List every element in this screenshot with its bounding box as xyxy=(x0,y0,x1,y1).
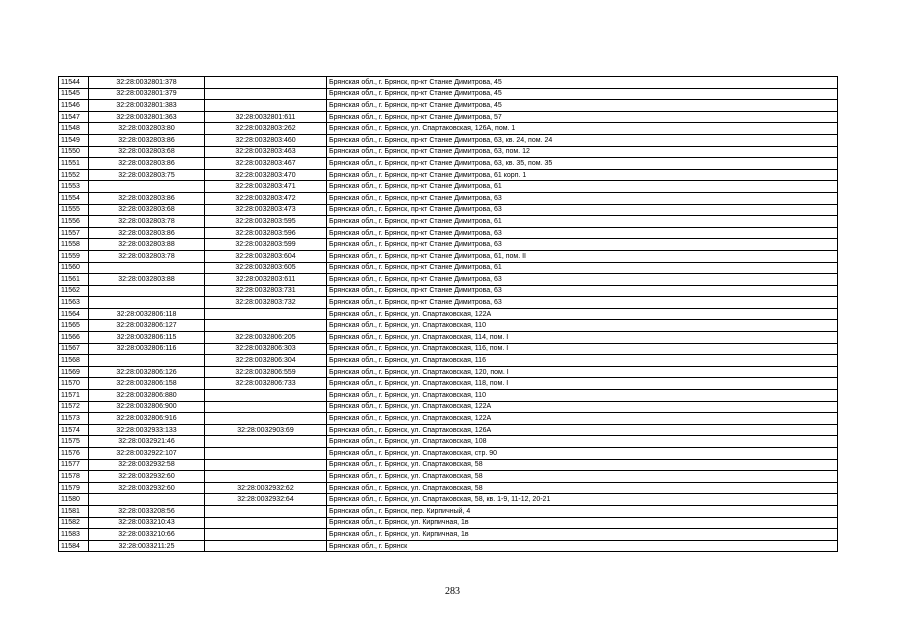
cadastral-number-cell: 32:28:0032932:60 xyxy=(89,482,205,494)
cadastral-number-cell: 32:28:0032803:86 xyxy=(89,227,205,239)
cadastral-number-cell xyxy=(89,297,205,309)
address-cell: Брянская обл., г. Брянск, пр-кт Станке Димитрова, 61 xyxy=(327,216,838,228)
related-cadastral-cell: 32:28:0032806:205 xyxy=(205,332,327,344)
related-cadastral-cell xyxy=(205,529,327,541)
row-number-cell: 11567 xyxy=(59,343,89,355)
table-row xyxy=(59,448,838,460)
cadastral-number-cell: 32:28:0032803:88 xyxy=(89,239,205,251)
related-cadastral-cell: 32:28:0032803:732 xyxy=(205,297,327,309)
table-row xyxy=(59,390,838,402)
address-cell: Брянская обл., г. Брянск, пр-кт Станке Димитрова, 63, кв. 24, пом. 24 xyxy=(327,134,838,146)
table-row xyxy=(59,262,838,274)
cadastral-number-cell: 32:28:0032932:58 xyxy=(89,459,205,471)
row-number-cell: 11562 xyxy=(59,285,89,297)
address-cell: Брянская обл., г. Брянск, ул. Спартаковская, 116 xyxy=(327,355,838,367)
address-cell: Брянская обл., г. Брянск, пр-кт Станке Димитрова, 61 xyxy=(327,181,838,193)
related-cadastral-cell: 32:28:0032803:596 xyxy=(205,227,327,239)
related-cadastral-cell: 32:28:0032806:733 xyxy=(205,378,327,390)
related-cadastral-cell: 32:28:0032803:463 xyxy=(205,146,327,158)
cadastral-number-cell: 32:28:0032806:127 xyxy=(89,320,205,332)
address-cell: Брянская обл., г. Брянск, ул. Спартаковская, 120, пом. I xyxy=(327,366,838,378)
address-cell: Брянская обл., г. Брянск, пр-кт Станке Димитрова, 45 xyxy=(327,88,838,100)
row-number-cell: 11558 xyxy=(59,239,89,251)
register-table-body xyxy=(59,77,838,552)
cadastral-number-cell: 32:28:0032801:378 xyxy=(89,77,205,89)
table-row xyxy=(59,482,838,494)
cadastral-number-cell: 32:28:0032801:383 xyxy=(89,100,205,112)
table-row xyxy=(59,123,838,135)
address-cell: Брянская обл., г. Брянск, ул. Спартаковская, 126А xyxy=(327,424,838,436)
table-row xyxy=(59,134,838,146)
cadastral-number-cell: 32:28:0032803:80 xyxy=(89,123,205,135)
row-number-cell: 11576 xyxy=(59,448,89,460)
table-row xyxy=(59,274,838,286)
related-cadastral-cell xyxy=(205,401,327,413)
address-cell: Брянская обл., г. Брянск, ул. Спартаковская, 110 xyxy=(327,390,838,402)
cadastral-number-cell: 32:28:0032806:126 xyxy=(89,366,205,378)
related-cadastral-cell xyxy=(205,517,327,529)
table-row xyxy=(59,332,838,344)
row-number-cell: 11566 xyxy=(59,332,89,344)
cadastral-number-cell: 32:28:0032921:46 xyxy=(89,436,205,448)
cadastral-number-cell: 32:28:0032803:86 xyxy=(89,192,205,204)
cadastral-number-cell: 32:28:0032803:68 xyxy=(89,204,205,216)
row-number-cell: 11568 xyxy=(59,355,89,367)
cadastral-number-cell: 32:28:0032806:116 xyxy=(89,343,205,355)
row-number-cell: 11554 xyxy=(59,192,89,204)
table-row xyxy=(59,181,838,193)
table-row xyxy=(59,355,838,367)
row-number-cell: 11581 xyxy=(59,505,89,517)
row-number-cell: 11572 xyxy=(59,401,89,413)
address-cell: Брянская обл., г. Брянск, пр-кт Станке Димитрова, 63 xyxy=(327,227,838,239)
cadastral-number-cell: 32:28:0032806:158 xyxy=(89,378,205,390)
cadastral-number-cell: 32:28:0032803:86 xyxy=(89,158,205,170)
row-number-cell: 11548 xyxy=(59,123,89,135)
cadastral-number-cell: 32:28:0032803:88 xyxy=(89,274,205,286)
address-cell: Брянская обл., г. Брянск, ул. Спартаковская, 122А xyxy=(327,308,838,320)
cadastral-number-cell: 32:28:0033210:66 xyxy=(89,529,205,541)
table-row xyxy=(59,169,838,181)
cadastral-number-cell: 32:28:0033211:25 xyxy=(89,540,205,552)
row-number-cell: 11555 xyxy=(59,204,89,216)
row-number-cell: 11574 xyxy=(59,424,89,436)
page-number: 283 xyxy=(445,586,460,597)
address-cell: Брянская обл., г. Брянск xyxy=(327,540,838,552)
cadastral-number-cell: 32:28:0032803:78 xyxy=(89,250,205,262)
cadastral-number-cell: 32:28:0032803:75 xyxy=(89,169,205,181)
table-row xyxy=(59,529,838,541)
related-cadastral-cell: 32:28:0032932:62 xyxy=(205,482,327,494)
address-cell: Брянская обл., г. Брянск, ул. Спартаковская, 110 xyxy=(327,320,838,332)
table-row xyxy=(59,320,838,332)
related-cadastral-cell: 32:28:0032803:611 xyxy=(205,274,327,286)
table-row xyxy=(59,216,838,228)
related-cadastral-cell: 32:28:0032803:470 xyxy=(205,169,327,181)
address-cell: Брянская обл., г. Брянск, ул. Спартаковская, 122А xyxy=(327,413,838,425)
address-cell: Брянская обл., г. Брянск, ул. Спартаковская, 116, пом. I xyxy=(327,343,838,355)
address-cell: Брянская обл., г. Брянск, пр-кт Станке Димитрова, 61 xyxy=(327,262,838,274)
cadastral-number-cell: 32:28:0032932:60 xyxy=(89,471,205,483)
related-cadastral-cell xyxy=(205,100,327,112)
address-cell: Брянская обл., г. Брянск, ул. Спартаковская, 58 xyxy=(327,482,838,494)
row-number-cell: 11575 xyxy=(59,436,89,448)
cadastral-number-cell: 32:28:0032806:880 xyxy=(89,390,205,402)
table-row xyxy=(59,343,838,355)
address-cell: Брянская обл., г. Брянск, пр-кт Станке Димитрова, 63 xyxy=(327,274,838,286)
related-cadastral-cell: 32:28:0032903:69 xyxy=(205,424,327,436)
cadastral-number-cell xyxy=(89,285,205,297)
address-cell: Брянская обл., г. Брянск, ул. Спартаковская, 126А, пом. 1 xyxy=(327,123,838,135)
table-row xyxy=(59,100,838,112)
row-number-cell: 11547 xyxy=(59,111,89,123)
address-cell: Брянская обл., г. Брянск, пр-кт Станке Димитрова, 63 xyxy=(327,297,838,309)
related-cadastral-cell xyxy=(205,459,327,471)
row-number-cell: 11569 xyxy=(59,366,89,378)
register-table xyxy=(58,76,838,552)
cadastral-number-cell: 32:28:0032933:133 xyxy=(89,424,205,436)
table-row xyxy=(59,413,838,425)
row-number-cell: 11560 xyxy=(59,262,89,274)
address-cell: Брянская обл., г. Брянск, пр-кт Станке Димитрова, 63, пом. 12 xyxy=(327,146,838,158)
cadastral-number-cell: 32:28:0032803:68 xyxy=(89,146,205,158)
address-cell: Брянская обл., г. Брянск, пр-кт Станке Димитрова, 63 xyxy=(327,239,838,251)
row-number-cell: 11577 xyxy=(59,459,89,471)
row-number-cell: 11549 xyxy=(59,134,89,146)
related-cadastral-cell: 32:28:0032803:473 xyxy=(205,204,327,216)
related-cadastral-cell: 32:28:0032803:471 xyxy=(205,181,327,193)
table-row xyxy=(59,436,838,448)
row-number-cell: 11565 xyxy=(59,320,89,332)
cadastral-number-cell: 32:28:0033208:56 xyxy=(89,505,205,517)
table-row xyxy=(59,471,838,483)
row-number-cell: 11584 xyxy=(59,540,89,552)
row-number-cell: 11553 xyxy=(59,181,89,193)
related-cadastral-cell: 32:28:0032803:599 xyxy=(205,239,327,251)
related-cadastral-cell: 32:28:0032932:64 xyxy=(205,494,327,506)
table-row xyxy=(59,239,838,251)
related-cadastral-cell xyxy=(205,320,327,332)
address-cell: Брянская обл., г. Брянск, ул. Спартаковская, 108 xyxy=(327,436,838,448)
address-cell: Брянская обл., г. Брянск, ул. Спартаковская, 58 xyxy=(327,459,838,471)
address-cell: Брянская обл., г. Брянск, ул. Спартаковская, 114, пом. I xyxy=(327,332,838,344)
row-number-cell: 11546 xyxy=(59,100,89,112)
related-cadastral-cell xyxy=(205,540,327,552)
address-cell: Брянская обл., г. Брянск, пр-кт Станке Димитрова, 57 xyxy=(327,111,838,123)
cadastral-number-cell: 32:28:0032806:118 xyxy=(89,308,205,320)
cadastral-number-cell: 32:28:0032801:363 xyxy=(89,111,205,123)
address-cell: Брянская обл., г. Брянск, ул. Кирпичная, 1в xyxy=(327,517,838,529)
related-cadastral-cell: 32:28:0032803:472 xyxy=(205,192,327,204)
row-number-cell: 11579 xyxy=(59,482,89,494)
address-cell: Брянская обл., г. Брянск, ул. Кирпичная, 1в xyxy=(327,529,838,541)
row-number-cell: 11544 xyxy=(59,77,89,89)
table-row xyxy=(59,517,838,529)
cadastral-number-cell xyxy=(89,181,205,193)
related-cadastral-cell xyxy=(205,505,327,517)
row-number-cell: 11552 xyxy=(59,169,89,181)
address-cell: Брянская обл., г. Брянск, пр-кт Станке Димитрова, 45 xyxy=(327,77,838,89)
row-number-cell: 11559 xyxy=(59,250,89,262)
address-cell: Брянская обл., г. Брянск, ул. Спартаковская, стр. 90 xyxy=(327,448,838,460)
related-cadastral-cell xyxy=(205,77,327,89)
table-row xyxy=(59,297,838,309)
related-cadastral-cell xyxy=(205,436,327,448)
table-row xyxy=(59,401,838,413)
related-cadastral-cell xyxy=(205,308,327,320)
cadastral-number-cell xyxy=(89,262,205,274)
cadastral-number-cell: 32:28:0032801:379 xyxy=(89,88,205,100)
address-cell: Брянская обл., г. Брянск, пр-кт Станке Димитрова, 45 xyxy=(327,100,838,112)
table-row xyxy=(59,77,838,89)
address-cell: Брянская обл., г. Брянск, пр-кт Станке Димитрова, 61 корп. 1 xyxy=(327,169,838,181)
related-cadastral-cell: 32:28:0032803:605 xyxy=(205,262,327,274)
related-cadastral-cell: 32:28:0032803:731 xyxy=(205,285,327,297)
cadastral-number-cell: 32:28:0032806:115 xyxy=(89,332,205,344)
row-number-cell: 11570 xyxy=(59,378,89,390)
cadastral-number-cell: 32:28:0032803:78 xyxy=(89,216,205,228)
address-cell: Брянская обл., г. Брянск, пр-кт Станке Димитрова, 63 xyxy=(327,192,838,204)
address-cell: Брянская обл., г. Брянск, ул. Спартаковская, 122А xyxy=(327,401,838,413)
table-row xyxy=(59,285,838,297)
table-row xyxy=(59,459,838,471)
row-number-cell: 11551 xyxy=(59,158,89,170)
related-cadastral-cell: 32:28:0032803:262 xyxy=(205,123,327,135)
related-cadastral-cell: 32:28:0032806:303 xyxy=(205,343,327,355)
related-cadastral-cell xyxy=(205,413,327,425)
row-number-cell: 11583 xyxy=(59,529,89,541)
table-row xyxy=(59,111,838,123)
related-cadastral-cell xyxy=(205,390,327,402)
row-number-cell: 11561 xyxy=(59,274,89,286)
address-cell: Брянская обл., г. Брянск, пер. Кирпичный, 4 xyxy=(327,505,838,517)
cadastral-number-cell xyxy=(89,494,205,506)
table-row xyxy=(59,366,838,378)
row-number-cell: 11582 xyxy=(59,517,89,529)
related-cadastral-cell: 32:28:0032803:604 xyxy=(205,250,327,262)
table-row xyxy=(59,192,838,204)
cadastral-number-cell xyxy=(89,355,205,367)
related-cadastral-cell: 32:28:0032806:559 xyxy=(205,366,327,378)
related-cadastral-cell: 32:28:0032806:304 xyxy=(205,355,327,367)
table-row xyxy=(59,204,838,216)
table-row xyxy=(59,424,838,436)
row-number-cell: 11580 xyxy=(59,494,89,506)
table-row xyxy=(59,540,838,552)
related-cadastral-cell xyxy=(205,88,327,100)
address-cell: Брянская обл., г. Брянск, пр-кт Станке Димитрова, 63, кв. 35, пом. 35 xyxy=(327,158,838,170)
address-cell: Брянская обл., г. Брянск, пр-кт Станке Димитрова, 63 xyxy=(327,204,838,216)
cadastral-number-cell: 32:28:0033210:43 xyxy=(89,517,205,529)
row-number-cell: 11550 xyxy=(59,146,89,158)
cadastral-number-cell: 32:28:0032806:900 xyxy=(89,401,205,413)
row-number-cell: 11578 xyxy=(59,471,89,483)
table-row xyxy=(59,227,838,239)
row-number-cell: 11571 xyxy=(59,390,89,402)
address-cell: Брянская обл., г. Брянск, ул. Спартаковская, 58, кв. 1-9, 11-12, 20-21 xyxy=(327,494,838,506)
table-row xyxy=(59,494,838,506)
row-number-cell: 11557 xyxy=(59,227,89,239)
table-row xyxy=(59,378,838,390)
cadastral-number-cell: 32:28:0032922:107 xyxy=(89,448,205,460)
table-row xyxy=(59,505,838,517)
row-number-cell: 11564 xyxy=(59,308,89,320)
address-cell: Брянская обл., г. Брянск, ул. Спартаковская, 58 xyxy=(327,471,838,483)
table-row xyxy=(59,146,838,158)
related-cadastral-cell: 32:28:0032803:595 xyxy=(205,216,327,228)
address-cell: Брянская обл., г. Брянск, ул. Спартаковская, 118, пом. I xyxy=(327,378,838,390)
related-cadastral-cell: 32:28:0032801:611 xyxy=(205,111,327,123)
related-cadastral-cell xyxy=(205,471,327,483)
row-number-cell: 11545 xyxy=(59,88,89,100)
related-cadastral-cell xyxy=(205,448,327,460)
related-cadastral-cell: 32:28:0032803:460 xyxy=(205,134,327,146)
table-row xyxy=(59,308,838,320)
related-cadastral-cell: 32:28:0032803:467 xyxy=(205,158,327,170)
address-cell: Брянская обл., г. Брянск, пр-кт Станке Димитрова, 61, пом. II xyxy=(327,250,838,262)
table-row xyxy=(59,250,838,262)
row-number-cell: 11563 xyxy=(59,297,89,309)
row-number-cell: 11556 xyxy=(59,216,89,228)
table-row xyxy=(59,158,838,170)
address-cell: Брянская обл., г. Брянск, пр-кт Станке Димитрова, 63 xyxy=(327,285,838,297)
cadastral-number-cell: 32:28:0032806:916 xyxy=(89,413,205,425)
cadastral-number-cell: 32:28:0032803:86 xyxy=(89,134,205,146)
row-number-cell: 11573 xyxy=(59,413,89,425)
table-row xyxy=(59,88,838,100)
